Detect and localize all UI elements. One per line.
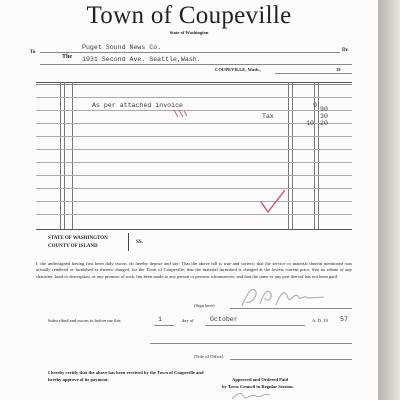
subscribed-day: 1 — [158, 316, 162, 323]
red-check-mark — [258, 188, 288, 216]
red-tick-marks — [172, 108, 192, 120]
payee-line — [40, 52, 340, 53]
column-divider — [288, 82, 289, 230]
affidavit-text: I, the undersigned having first been duly sworn, do hereby depose and say: That the above bill is true and correct; that the service or material therein mentioned was actually rendered or furnished as therein charged, for the Town of Coupeville; that the material furnished is charged at the lowest current price, that no rebate of any character, kind or description, or any promise of such, has been made to any person or persons whomsoever; and that the same or any part thereof has not been paid. — [36, 261, 352, 279]
item-dollars: 9 — [313, 102, 317, 109]
subscribed-month: October — [210, 316, 238, 323]
payee-address: 1931 Second Ave. Seattle,Wash. — [82, 56, 201, 63]
table-row-rule — [36, 162, 352, 163]
venue-ss: SS. — [136, 240, 143, 245]
approval-signature — [230, 390, 280, 400]
table-row-rule — [36, 110, 352, 111]
table-row-rule — [36, 214, 352, 215]
document-title: Town of Coupeville — [86, 2, 292, 29]
total-dollars: 10 — [306, 120, 314, 127]
handwritten-signature — [238, 284, 328, 310]
title-line — [230, 359, 352, 360]
sign-here-label: (Sign here) — [194, 303, 215, 308]
column-divider — [64, 82, 65, 230]
approved-line-2: by Town Council in Regular Session. — [222, 384, 294, 389]
item-cents: 30 — [320, 113, 328, 120]
column-divider — [292, 82, 293, 230]
the-label: The — [62, 54, 73, 60]
item-cents: 90 — [320, 106, 328, 113]
item-description: As per attached invoice — [92, 102, 184, 109]
payee-name: Puget Sound News Co. — [82, 44, 162, 51]
table-top-rule — [36, 82, 352, 83]
year-label: A. D. 19 — [312, 318, 328, 323]
table-row-rule — [36, 188, 352, 189]
month-line — [205, 325, 305, 326]
day-line — [154, 325, 174, 326]
table-top-rule-2 — [36, 84, 352, 85]
state-subtitle: State of Washington — [169, 30, 209, 35]
item-description: Tax — [262, 113, 274, 120]
table-row-rule — [36, 201, 352, 202]
approved-line-1: Approved and Ordered Paid — [232, 377, 289, 382]
venue-brace — [128, 233, 132, 251]
place-label: COUPEVILLE, Wash., — [215, 67, 261, 72]
to-label: To — [30, 50, 36, 55]
table-bottom-rule — [36, 229, 352, 230]
column-divider — [60, 82, 61, 230]
day-of-label: day of — [182, 318, 194, 323]
table-row-rule — [36, 97, 352, 98]
dr-label: Dr. — [342, 48, 349, 53]
date-line — [275, 73, 352, 74]
subscribed-text: Subscribed and sworn to before me this — [48, 318, 121, 323]
column-divider — [72, 82, 73, 230]
venue-county: COUNTY OF ISLAND — [48, 244, 98, 249]
page-shadow-edge — [378, 0, 400, 400]
column-divider — [318, 82, 319, 230]
total-cents: 20 — [320, 120, 328, 127]
notary-line — [150, 343, 352, 344]
address-line — [40, 64, 352, 65]
venue-state: STATE OF WASHINGTON — [48, 236, 108, 241]
title-of-office-label: (Title of Office) — [194, 354, 224, 359]
certify-text: I hereby certify that the above has been received by the Town of Coupeville and hereby approve of its payment. — [48, 370, 204, 382]
table-row-rule — [36, 149, 352, 150]
table-row-rule — [36, 136, 352, 137]
table-row-rule — [36, 175, 352, 176]
subscribed-year: 57 — [340, 316, 348, 323]
year-prefix: 19 — [336, 67, 341, 72]
